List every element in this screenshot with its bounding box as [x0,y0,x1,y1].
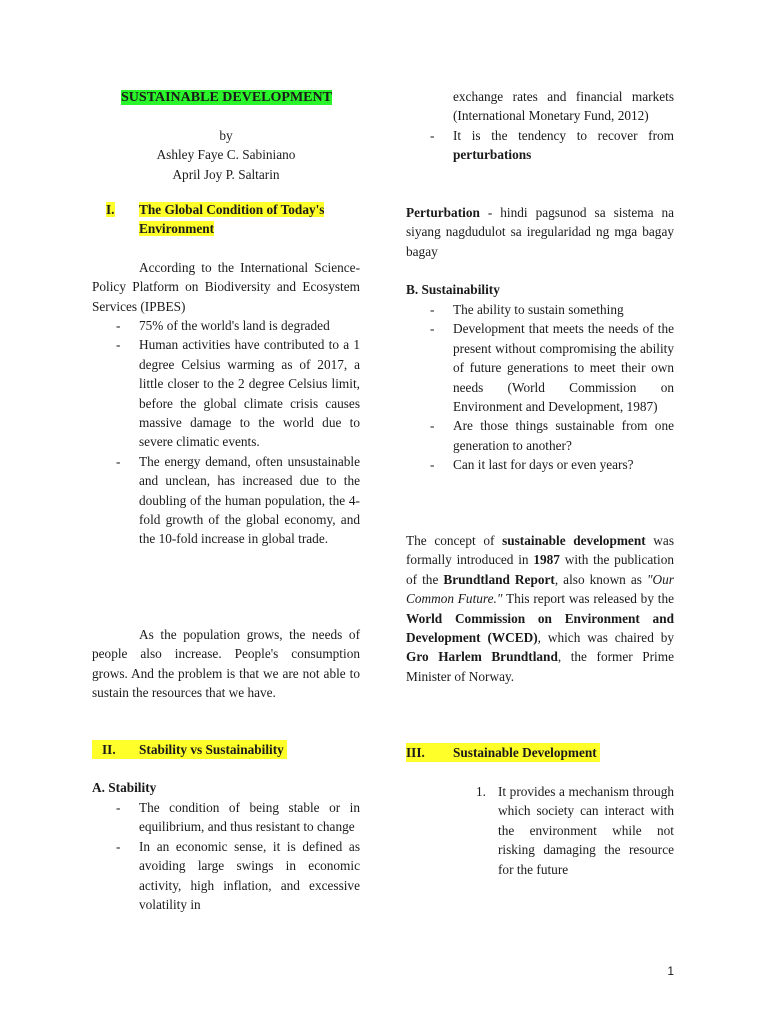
section-1-title: The Global Condition of Today's Environment [139,202,325,237]
list-item: - Human activities have contributed to a 1 degree Celsius warming as of 2017, a little closer to the 2 degree Celsius limit, before the global climate crisis causes massive damage to the world due to severe climatic events. [92,335,360,451]
byline [92,126,360,184]
section-2-highlight [92,740,287,759]
bold-text: Brundtland Report [443,571,555,587]
list-item: - Are those things sustainable from one generation to another? [406,416,674,455]
section-2-heading [92,740,360,759]
list-item-continued [406,87,674,126]
sustainability-bullets [406,300,674,475]
list-item-text: It provides a mechanism through which society can interact with the environment while not risking damaging the resource for the future [498,784,674,877]
stability-heading: A. Stability [92,780,157,795]
list-item: - Development that meets the needs of the present without compromising the ability of future generations to meet their own needs (World Commission on Environment and Development, 1987) [406,319,674,416]
italic-text: "Our Common Future." [406,571,674,607]
section-1-intro: According to the International Science-Policy Platform on Biodiversity and Ecosystem Services (IPBES) [92,260,360,314]
list-item: - Can it last for days or even years? [406,455,674,474]
stability-bullets-continued [406,87,674,165]
perturbation-text: - hindi pagsunod sa sistema na siyang nagdudulot sa iregularidad ng mga bagay bagay [406,205,674,259]
list-item: - The ability to sustain something [406,300,674,319]
title-text: SUSTAINABLE DEVELOPMENT [121,90,332,105]
section-2-number: II. [102,742,116,757]
list-item [406,126,674,165]
section-1-closing: As the population grows, the needs of people also increase. People's consumption grows. And the problem is that we are not able to sustain the resources that we have. [92,627,360,701]
perturbations-term: perturbations [453,147,532,163]
stability-bullets [92,798,360,914]
list-item: - In an economic sense, it is defined as avoiding large swings in economic activity, high inflation, and excessive volatility in [92,837,360,915]
list-item-number: 1. [476,784,486,799]
section-3-number: III. [406,745,425,760]
author-2: April Joy P. Saltarin [172,166,280,182]
perturbation-definition [406,203,674,261]
text: This report was released by the [502,591,674,607]
section-3-list [406,782,674,879]
list-item-text: exchange rates and financial markets (International Monetary Fund, 2012) [453,89,674,124]
byline-by: by [219,128,233,143]
list-item: - The energy demand, often unsustainable and unclean, has increased due to the doubling of the human population, the 4-fold growth of the global economy, and the 10-fold increase in global trade. [92,452,360,549]
section-2-title: Stability vs Sustainability [139,742,284,757]
bold-text: sustainable development [502,533,646,548]
text: with the publication of the [406,552,674,587]
document-title [100,88,353,107]
text: The concept of [406,533,503,548]
bold-text: World Commission on Environment and Development (WCED) [406,610,674,646]
bold-text: 1987 [533,552,560,568]
text: was formally introduced in [406,533,674,568]
author-1: Ashley Faye C. Sabiniano [156,147,296,163]
list-item: - The condition of being stable or in equilibrium, and thus resistant to change [92,798,360,837]
text: , also known as [554,571,647,587]
list-item: - 75% of the world's land is degraded [92,316,360,335]
section-3-heading [406,743,674,762]
text: , which was chaired by [537,630,674,646]
page-number: 1 [667,964,674,978]
perturbation-term: Perturbation [406,205,480,220]
section-3-title: Sustainable Development [453,745,597,760]
section-1-bullets [92,316,360,549]
text: , the former Prime Minister of Norway. [406,649,674,684]
concept-paragraph [406,531,674,686]
list-item-text: It is the tendency to recover from [453,127,674,143]
section-1-number: I. [106,202,115,217]
bold-text: Gro Harlem Brundtland [406,649,558,665]
section-3-highlight [406,743,600,762]
list-item [406,782,674,879]
section-1-heading [92,200,360,239]
sustainability-heading: B. Sustainability [406,282,500,297]
